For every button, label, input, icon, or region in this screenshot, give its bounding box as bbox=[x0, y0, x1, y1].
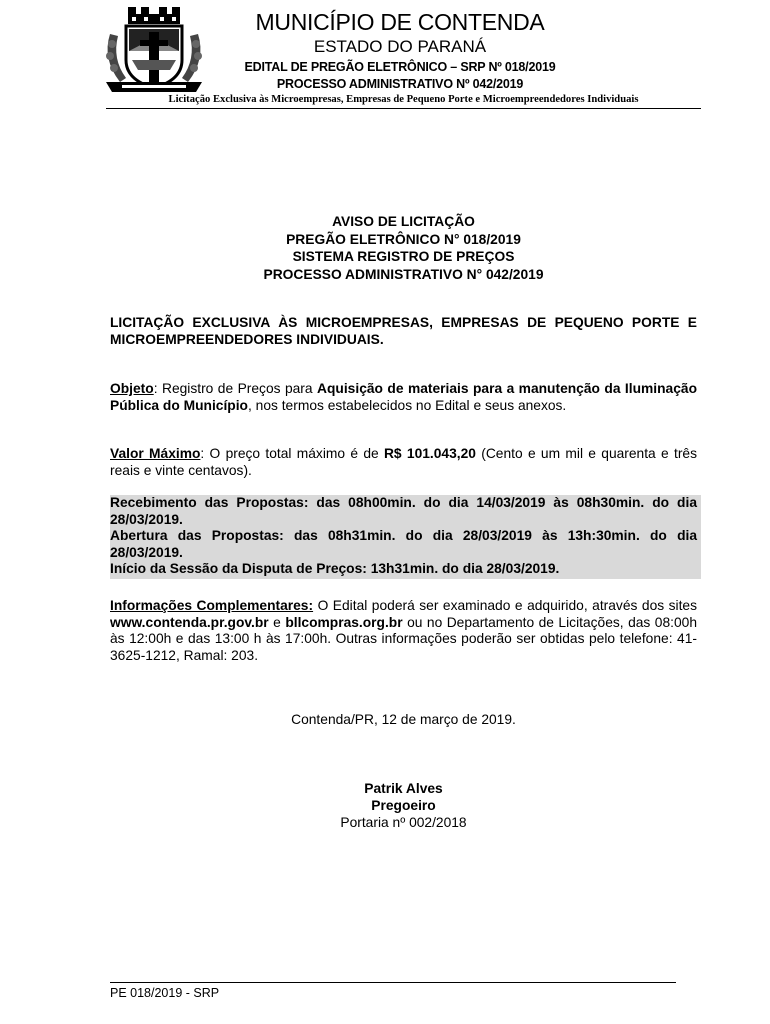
objeto-label: Objeto bbox=[110, 381, 154, 396]
signatory-portaria: Portaria nº 002/2018 bbox=[340, 815, 467, 830]
place-date: Contenda/PR, 12 de março de 2019. bbox=[291, 712, 516, 727]
municipal-coat-of-arms-icon bbox=[98, 4, 210, 96]
header-edital: EDITAL DE PREGÃO ELETRÔNICO – SRP Nº 018/2019 bbox=[244, 60, 556, 74]
info-text-1: O Edital poderá ser examinado e adquirido, através dos sites bbox=[313, 598, 697, 613]
site-contenda-link[interactable]: www.contenda.pr.gov.br bbox=[110, 614, 269, 630]
objeto-description: Aquisição de materiais para a manutenção da Iluminação Pública do Município bbox=[110, 381, 697, 413]
exclusive-paragraph: LICITAÇÃO EXCLUSIVA ÀS MICROEMPRESAS, EMPRESAS DE PEQUENO PORTE E MICROEMPREENDEDORES INDIVIDUAIS. bbox=[110, 315, 697, 347]
notice-title bbox=[110, 213, 697, 283]
valor-paragraph bbox=[110, 446, 697, 479]
site-bllcompras-link[interactable]: bllcompras.org.br bbox=[285, 614, 403, 630]
notice-line-4: PROCESSO ADMINISTRATIVO N° 042/2019 bbox=[263, 266, 544, 282]
footer-reference: PE 018/2019 - SRP bbox=[110, 986, 220, 1000]
info-text-2: e bbox=[268, 614, 286, 630]
valor-prefix: : O preço total máximo é de bbox=[200, 446, 384, 461]
objeto-prefix: : Registro de Preços para bbox=[153, 381, 318, 396]
objeto-suffix: , nos termos estabelecidos no Edital e seus anexos. bbox=[247, 397, 567, 413]
header-divider bbox=[106, 108, 701, 109]
valor-suffix: (Cento e um mil e quarenta e três reais e vinte centavos). bbox=[110, 446, 697, 478]
valor-label: Valor Máximo bbox=[110, 446, 201, 461]
notice-line-3: SISTEMA REGISTRO DE PREÇOS bbox=[292, 249, 515, 264]
abertura-propostas: Abertura das Propostas: das 08h31min. do dia 28/03/2019 às 13h:30min. do dia 28/03/2019. bbox=[110, 528, 697, 560]
signatory-name: Patrik Alves bbox=[364, 781, 443, 796]
recebimento-propostas: Recebimento das Propostas: das 08h00min. do dia 14/03/2019 às 08h30min. do dia 28/03/2019. bbox=[110, 495, 697, 527]
header-processo: PROCESSO ADMINISTRATIVO Nº 042/2019 bbox=[276, 77, 524, 91]
header-exclusive-note: Licitação Exclusiva às Microempresas, Empresas de Pequeno Porte e Microempreendedores Individuais bbox=[168, 94, 639, 105]
footer-divider bbox=[110, 982, 676, 983]
notice-line-2: PREGÃO ELETRÔNICO N° 018/2019 bbox=[286, 231, 521, 247]
signatory-role: Pregoeiro bbox=[371, 798, 436, 813]
header-municipality: MUNICÍPIO DE CONTENDA bbox=[255, 9, 545, 35]
info-label: Informações Complementares: bbox=[110, 598, 314, 613]
dates-highlight-block bbox=[110, 495, 701, 579]
header-state: ESTADO DO PARANÁ bbox=[313, 37, 487, 56]
info-paragraph bbox=[110, 598, 697, 664]
valor-amount: R$ 101.043,20 bbox=[383, 446, 476, 461]
notice-line-1: AVISO DE LICITAÇÃO bbox=[332, 214, 475, 229]
objeto-paragraph bbox=[110, 381, 697, 414]
info-text-3: ou no Departamento de Licitações, das 08:00h às 12:00h e das 13:00 h às 17:00h. Outras informações poderão ser obtidas pelo telefone: 41-3625-1212, Ramal: 203. bbox=[110, 614, 697, 663]
inicio-sessao: Início da Sessão da Disputa de Preços: 13h31min. do dia 28/03/2019. bbox=[110, 561, 560, 576]
